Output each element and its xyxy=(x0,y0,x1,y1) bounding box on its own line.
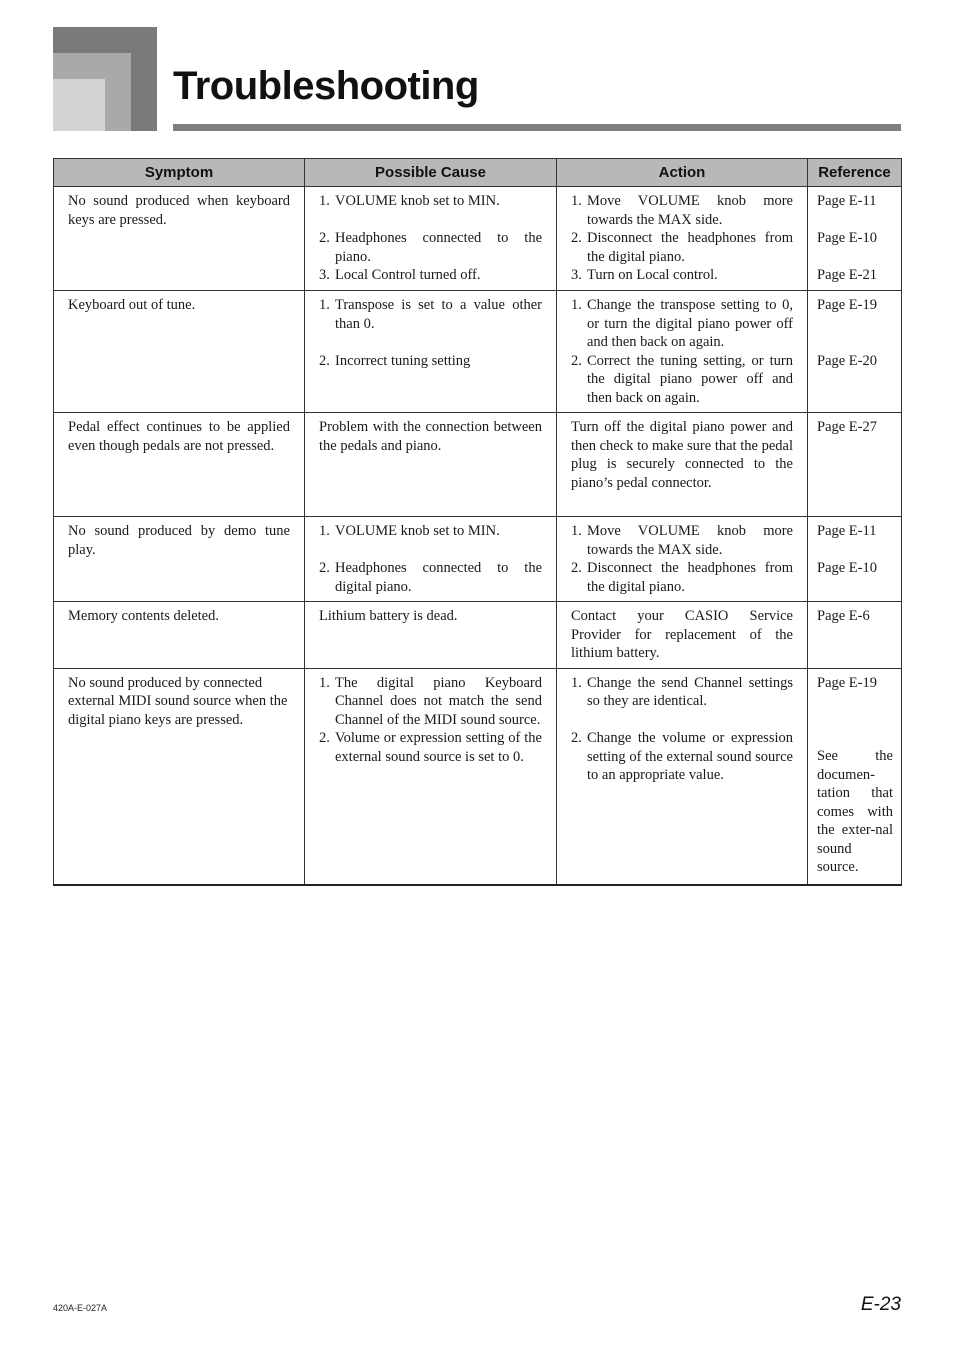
table-row xyxy=(54,413,902,517)
reference-text: Page E-20 xyxy=(817,352,877,369)
document-code: 420A-E-027A xyxy=(53,1303,108,1313)
symptom-text: No sound produced when keyboard keys are pressed. xyxy=(68,193,290,228)
symptom-cell xyxy=(54,668,305,885)
action-text: Turn off the digital piano power and then check to make sure that the pedal plug is securely connected to the piano’s pedal connector. xyxy=(571,419,793,491)
action-cell xyxy=(557,517,808,602)
symptom-text: No sound produced by connected external MIDI sound source when the digital piano keys are pressed. xyxy=(68,674,288,728)
reference-text: Page E-11 xyxy=(817,523,877,539)
list-item: 2. Disconnect the headphones from the digital piano. xyxy=(571,230,793,265)
list-item: 3. Local Control turned off. xyxy=(319,267,481,283)
table-row xyxy=(54,602,902,669)
reference-cell xyxy=(808,291,902,413)
reference-text: Page E-19 xyxy=(817,674,877,691)
list-item: 2. Incorrect tuning setting xyxy=(319,352,471,369)
reference-text: See the documen-tation that comes with the exter-nal sound source. xyxy=(817,748,893,875)
symptom-cell xyxy=(54,517,305,602)
page-title: Troubleshooting xyxy=(173,64,479,108)
list-item: 2. Correct the tuning setting, or turn the digital piano power off and then back on again. xyxy=(571,352,793,406)
symptom-cell xyxy=(54,187,305,291)
symptom-text: No sound produced by demo tune play. xyxy=(68,523,290,558)
header-possible-cause: Possible Cause xyxy=(305,159,557,187)
header-symptom: Symptom xyxy=(54,159,305,187)
reference-text: Page E-6 xyxy=(817,608,870,624)
cause-cell xyxy=(305,668,557,885)
reference-cell xyxy=(808,413,902,517)
list-item: 2. Headphones connected to the piano. xyxy=(319,230,542,265)
list-item: 1. VOLUME knob set to MIN. xyxy=(319,193,500,209)
header-action: Action xyxy=(557,159,808,187)
list-item: 1. Transpose is set to a value other than 0. xyxy=(319,297,542,332)
action-cell xyxy=(557,602,808,669)
reference-text: Page E-27 xyxy=(817,419,877,435)
symptom-text: Keyboard out of tune. xyxy=(68,297,196,313)
table-row xyxy=(54,187,902,291)
action-cell xyxy=(557,291,808,413)
symptom-text: Pedal effect continues to be applied even though pedals are not pressed. xyxy=(68,419,290,454)
title-rule xyxy=(173,124,901,131)
reference-cell xyxy=(808,517,902,602)
list-item: 1. Change the transpose setting to 0, or turn the digital piano power off and then back on again. xyxy=(571,297,793,350)
table-row xyxy=(54,668,902,885)
table-row xyxy=(54,517,902,602)
list-item: 1. Move VOLUME knob more towards the MAX side. xyxy=(571,523,793,558)
header-decoration-square xyxy=(53,79,105,131)
action-text: Contact your CASIO Service Provider for replacement of the lithium battery. xyxy=(571,608,793,661)
reference-cell xyxy=(808,668,902,885)
list-item: 2. Headphones connected to the digital piano. xyxy=(319,560,542,595)
cause-cell xyxy=(305,602,557,669)
header-decoration xyxy=(53,27,157,131)
action-cell xyxy=(557,413,808,517)
list-item: 1. The digital piano Keyboard Channel does not match the send Channel of the MIDI sound source. xyxy=(319,674,542,728)
symptom-cell xyxy=(54,291,305,413)
symptom-text: Memory contents deleted. xyxy=(68,608,219,624)
cause-cell xyxy=(305,517,557,602)
symptom-cell xyxy=(54,413,305,517)
action-cell xyxy=(557,668,808,885)
reference-cell xyxy=(808,187,902,291)
list-item: 3. Turn on Local control. xyxy=(571,267,718,283)
reference-text: Page E-21 xyxy=(817,267,877,283)
page-number: E-23 xyxy=(860,1294,901,1315)
troubleshooting-table xyxy=(53,158,902,886)
list-item: 2. Change the volume or expression setting of the external sound source to an appropriate value. xyxy=(571,730,793,783)
list-item: 1. Change the send Channel settings so they are identical. xyxy=(571,674,793,709)
table-header-row xyxy=(54,159,902,187)
reference-text: Page E-10 xyxy=(817,560,877,576)
list-item: 1. Move VOLUME knob more towards the MAX side. xyxy=(571,193,793,228)
symptom-cell xyxy=(54,602,305,669)
reference-cell xyxy=(808,602,902,669)
cause-cell xyxy=(305,291,557,413)
cause-cell xyxy=(305,413,557,517)
table-row xyxy=(54,291,902,413)
cause-cell xyxy=(305,187,557,291)
list-item: 2. Volume or expression setting of the external sound source is set to 0. xyxy=(319,730,542,765)
cause-text: Problem with the connection between the pedals and piano. xyxy=(319,419,542,454)
action-cell xyxy=(557,187,808,291)
header-reference: Reference xyxy=(808,159,902,187)
reference-text: Page E-11 xyxy=(817,193,877,209)
cause-text: Lithium battery is dead. xyxy=(319,608,458,624)
reference-text: Page E-10 xyxy=(817,230,877,246)
list-item: 2. Disconnect the headphones from the digital piano. xyxy=(571,560,793,595)
list-item: 1. VOLUME knob set to MIN. xyxy=(319,523,500,539)
reference-text: Page E-19 xyxy=(817,297,877,313)
